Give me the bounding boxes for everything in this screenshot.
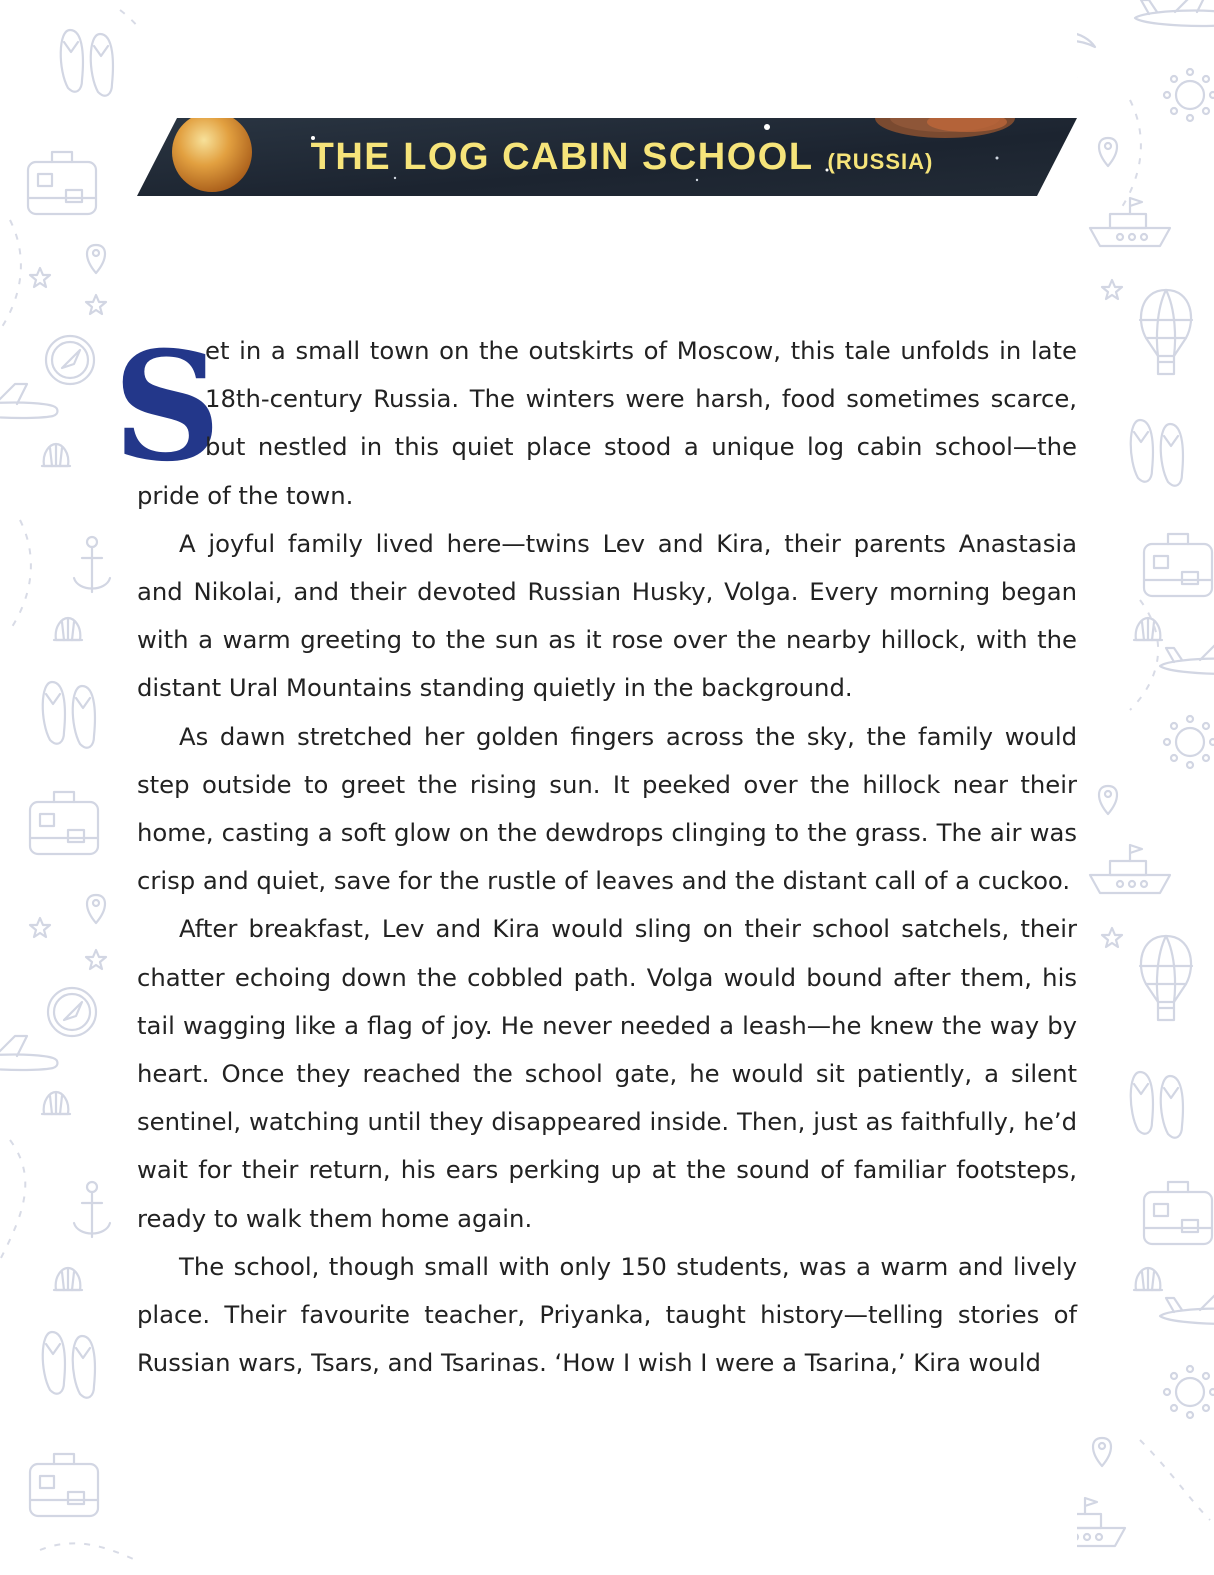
story-text (112, 319, 1077, 1387)
page-content (112, 0, 1077, 1575)
banner-title-group (137, 118, 1077, 196)
paragraph-5: The school, though small with only 150 students, was a warm and lively place. Their favourite teacher, Priyanka, taught history—telling stories of Russian wars, Tsars, and Tsarinas. ‘How I wish I were a Tsarina,’ Kira would (137, 1251, 1077, 1378)
paragraph-4: After breakfast, Lev and Kira would sling on their school satchels, their chatter echoing down the cobbled path. Volga would bound after them, his tail wagging like a flag of joy. He never needed a leash—he knew the way by heart. Once they reached the school gate, he would sit patiently, a silent sentinel, watching until they disappeared inside. Then, just as faithfully, he’d wait for their return, his ears perking up at the sound of familiar footsteps, ready to walk them home again. (137, 914, 1077, 1233)
drop-cap-letter: S (112, 319, 222, 495)
paragraph-2: A joyful family lived here—twins Lev and Kira, their parents Anastasia and Nikolai, and their devoted Russian Husky, Volga. Every morning began with a warm greeting to the sun as it rose over the nearby hillock, with the distant Ural Mountains standing quietly in the background. (137, 528, 1077, 703)
paragraph-1: et in a small town on the outskirts of Moscow, this tale unfolds in late 18th-century Russia. The winters were harsh, food sometimes scarce, but nestled in this quiet place stood a unique log cabin school—the pride of the town. (137, 336, 1077, 510)
chapter-country: (RUSSIA) (827, 149, 934, 174)
drop-cap (112, 319, 222, 495)
chapter-title-banner (137, 118, 1077, 196)
chapter-title: THE LOG CABIN SCHOOL (310, 135, 814, 178)
paragraph-3: As dawn stretched her golden fingers across the sky, the family would step outside to greet the rising sun. It peeked over the hillock near their home, casting a soft glow on the dewdrops clinging to the grass. The air was crisp and quiet, save for the rustle of leaves and the distant call of a cuckoo. (137, 721, 1077, 896)
